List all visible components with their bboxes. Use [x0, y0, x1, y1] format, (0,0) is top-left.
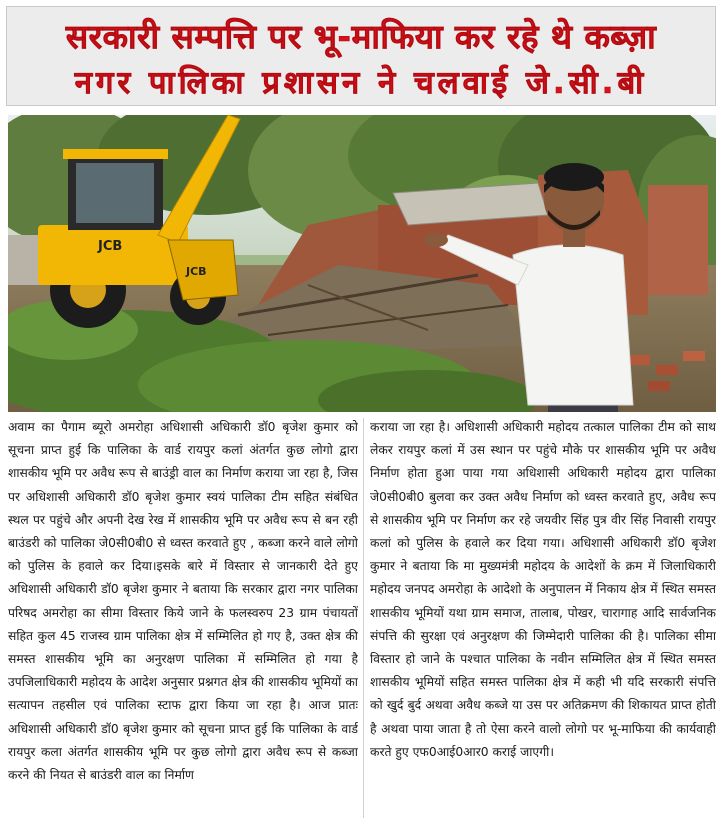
headline-line-2: नगर पालिका प्रशासन ने चलवाई जे.सी.बी: [74, 65, 648, 101]
news-photo: [8, 115, 716, 412]
headline-line-1: सरकारी सम्पत्ति पर भू-माफिया कर रहे थे कब्ज़ा: [65, 17, 657, 56]
headline-banner: [6, 6, 716, 106]
photo-illustration: [8, 115, 716, 412]
column-divider: [363, 418, 364, 818]
article-column-right: [370, 416, 716, 820]
article-column-left: [8, 416, 358, 820]
jcb-body-label: JCB: [98, 239, 123, 254]
article-text-left: अवाम का पैगाम ब्यूरो अमरोहा अधिशासी अधिकारी डॉ0 बृजेश कुमार को सूचना प्राप्त हुई कि पालिका के वार्ड रायपुर कलां अंतर्गत कुछ लोगो द्वारा शासकीय भूमि पर अवैध रूप से बाउंड्री वाल का निर्माण कराया जा रहा है, जिस पर अधिशासी अधिकारी डॉ0 बृजेश कुमार स्वयं पालिका टीम सहित संबंधित स्थल पर पहुंचे और अपनी देख रेख में शासकीय भूमि पर अवैध रूप से बन रही बाउंडरी को पालिका जे0सी0बी0 से ध्वस्त करवाते हुए , कब्जा करने वाले लोगो को पुलिस के हवाले कर दिया।इसके बारे में विस्तार से जानकारी देते हुए अधिशासी अधिकारी डॉ0 बृजेश कुमार ने बताया कि सरकार द्वारा नगर पालिका परिषद अमरोहा का सीमा विस्तार किये जाने के फलस्वरुप 23 ग्राम पंचायतों सहित कुल 45 राजस्व ग्राम पालिका क्षेत्र में सम्मिलित हो गए है, उक्त क्षेत्र की समस्त शासकीय भूमि का अनुरक्षण पालिका में सम्मिलित हो गया है उपजिलाधिकारी महोदय के आदेश अनुसार प्रश्नगत क्षेत्र की शासकीय भूमियों का सत्यापन तहसील एवं पालिका स्टाफ द्वारा किया जा रहा है। आज प्रातः अधिशासी अधिकारी डॉ0 बृजेश कुमार को सूचना प्राप्त हुई कि पालिका के वार्ड रायपुर कला अंतर्गत शासकीय भूमि पर कुछ लोगो द्वारा अवैध रूप से कब्जा करने की नियत से बाउंडरी वाल का निर्माण: [8, 420, 358, 783]
jcb-bucket-label: JCB: [186, 265, 207, 278]
article-text-right: कराया जा रहा है। अधिशासी अधिकारी महोदय तत्काल पालिका टीम को साथ लेकर रायपुर कलां में उस स्थान पर पहुंचे मौके पर शासकीय भूमि पर अवैध निर्माण होता हुआ पाया गया अधिशासी अधिकारी महोदय द्वारा पालिका जे0सी0बी0 बुलवा कर उक्त अवैध निर्माण को ध्वस्त करवाते हुए, अवैध रूप से शासकीय भूमि पर निर्माण कर रहे जयवीर सिंह पुत्र वीर सिंह निवासी रायपुर कलां को पुलिस के हवाले कर दिया गया। अधिशासी अधिकारी डॉ0 बृजेश कुमार ने बताया कि मा मुख्यमंत्री महोदय के आदेशों के क्रम में जिलाधिकारी महोदय जनपद अमरोहा के आदेशो के अनुपालन में निकाय क्षेत्र में स्थित समस्त शासकीय भूमियों यथा ग्राम समाज, तालाब, पोखर, चारागाह आदि सार्वजनिक संपत्ति की सुरक्षा एवं अनुरक्षण की जिम्मेदारी पालिका की है। पालिका सीमा विस्तार हो जाने के पश्चात पालिका के नवीन सम्मिलित क्षेत्र में स्थित समस्त शासकीय भूमियों सहित समस्त पालिका क्षेत्र में कही भी यदि सरकारी संपत्ति को खुर्द बुर्द अथवा अवैध कब्जे या उस पर अतिक्रमण की शिकायत प्राप्त होती है अथवा पाया जाता है तो ऐसा करने वालो लोगो पर भू-माफिया की कार्यवाही करते हुए एफ0आई0आर0 कराई जाएगी।: [370, 420, 716, 759]
